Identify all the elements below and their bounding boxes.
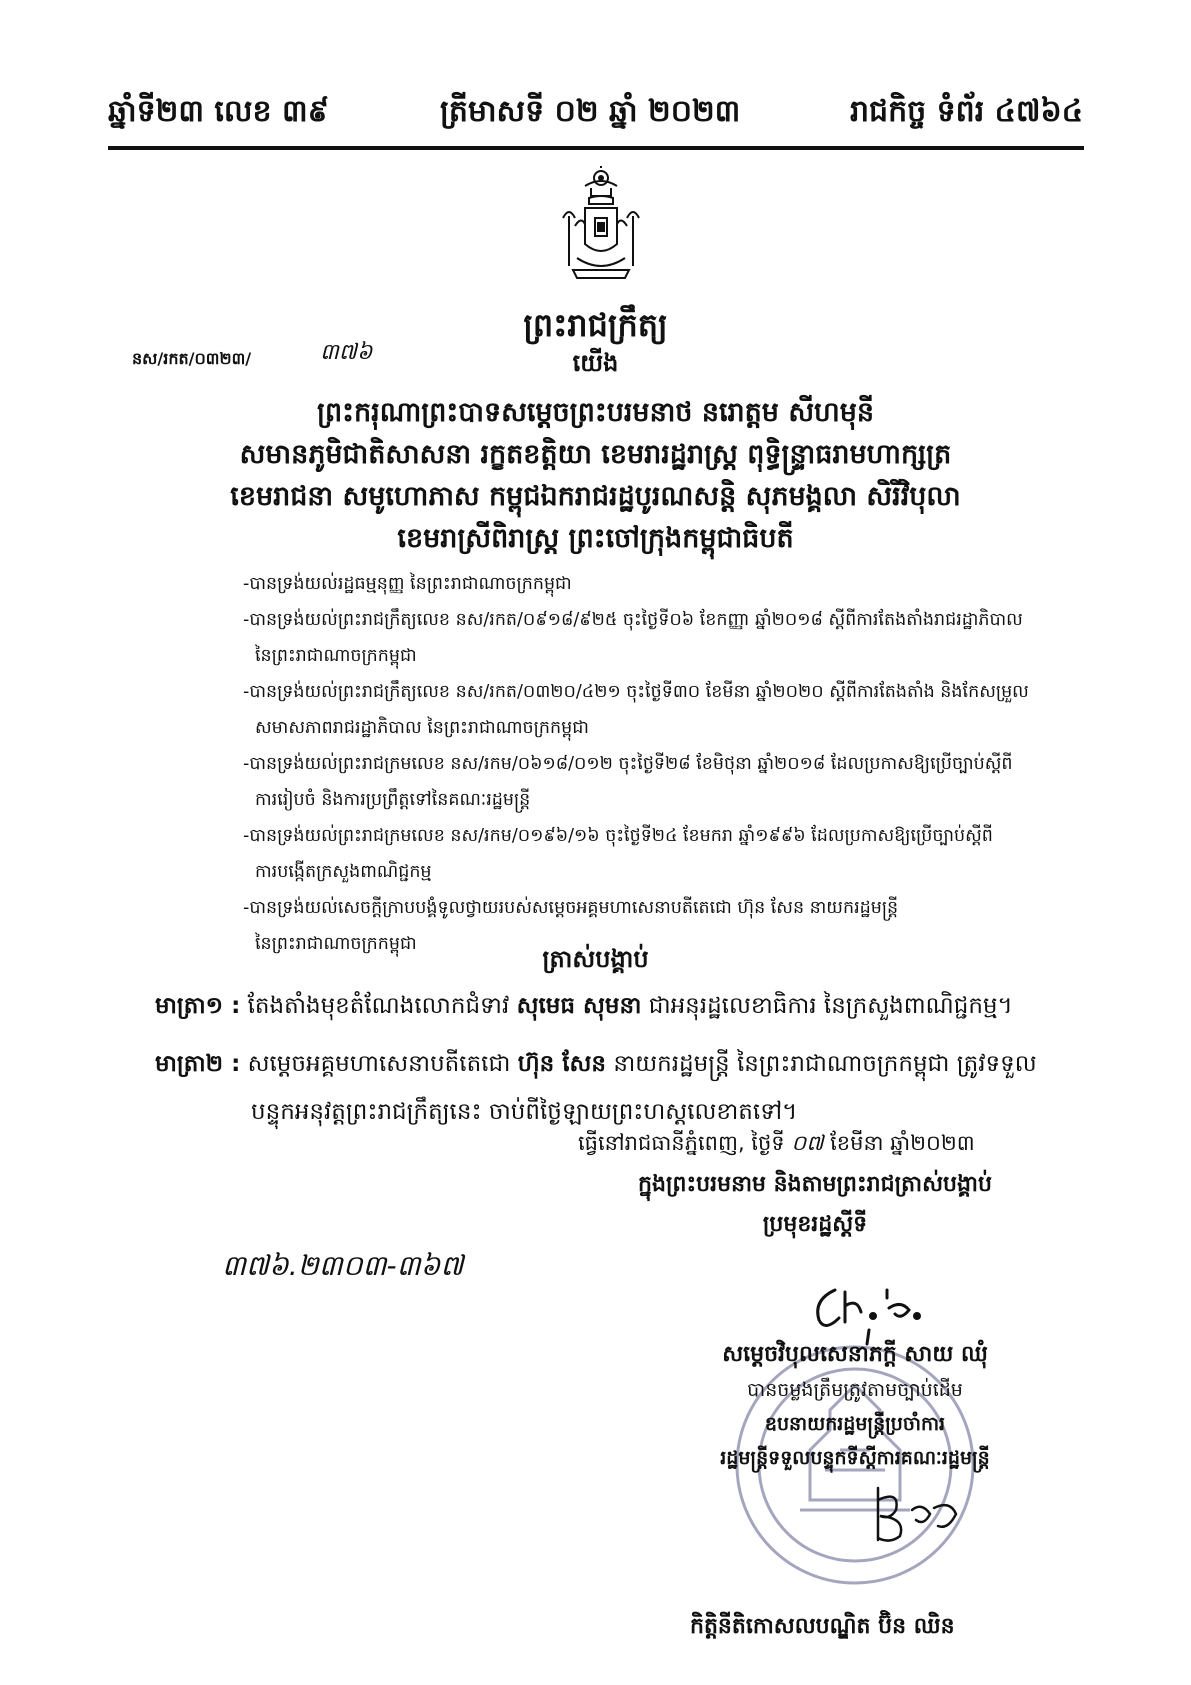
king-title-line-2: សមានភូមិជាតិសាសនា រក្ខតខត្តិយា ខេមរារដ្ឋរាស្ត្រ ពុទ្ធិន្ទ្រាធរាមហាក្សត្រ [239, 439, 952, 470]
reference-line: -បានទ្រង់យល់ព្រះរាជក្រមលេខ នស/រកម/០១៩៦/១៦ ចុះថ្ងៃទី២៤ ខែមករា ឆ្នាំ១៩៩៦ ដែលប្រកាសឱ្យប្រើច្បាប់ស្តីពី [243, 826, 993, 846]
appointee-name: សុមេធ សុមនា [516, 993, 642, 1019]
reference-line: -បានទ្រង់យល់រដ្ឋធម្មនុញ្ញ នៃព្រះរាជាណាចក្រកម្ពុជា [243, 574, 572, 594]
legal-references [243, 566, 1073, 962]
king-title-line-1: ព្រះករុណាព្រះបាទសម្តេចព្រះបរមនាថ នរោត្តម សីហមុនី [316, 397, 875, 428]
reference-item [243, 566, 1073, 602]
reference-line-continued: ការរៀបចំ និងការប្រព្រឹត្តទៅនៃគណៈរដ្ឋមន្ត្រី [255, 790, 531, 810]
place-date-suffix: ខែមីនា ឆ្នាំ២០២៣ [830, 1131, 975, 1155]
place-date-prefix: ធ្វើនៅរាជធានីភ្នំពេញ, ថ្ងៃទី [578, 1131, 785, 1155]
reference-number: នស/រកត/០៣២៣/ [132, 349, 252, 368]
article-2 [155, 1040, 1075, 1136]
reference-line: -បានទ្រង់យល់សេចក្តីក្រាបបង្គំទូលថ្វាយរបស់សម្តេចអគ្គមហាសេនាបតីតេជោ ហ៊ុន សែន នាយករដ្ឋមន្ត្រី [243, 898, 899, 918]
reference-line-continued: នៃព្រះរាជាណាចក្រកម្ពុជា [255, 646, 417, 666]
acting-head-block [650, 1340, 1060, 1474]
king-title-line-3: ខេមរាជនា សមូហោភាស កម្ពុជឯករាជរដ្ឋបូរណសន្តិ សុភមង្គលា សិរីវិបុលា [230, 481, 961, 512]
article-text: ជាអនុរដ្ឋលេខាធិការ នៃក្រសួងពាណិជ្ជកម្ម។ [648, 993, 1013, 1019]
king-title-line-4: ខេមរាស្រីពិរាស្ត្រ ព្រះចៅក្រុងកម្ពុជាធិបតី [397, 523, 794, 554]
article-text: សម្តេចអគ្គមហាសេនាបតីតេជោ [247, 1051, 511, 1077]
article-label: មាត្រា២ : [155, 1051, 241, 1077]
order-heading: ត្រាស់បង្គាប់ [542, 945, 649, 973]
reference-item [243, 674, 1073, 746]
royal-mandate-line: ក្នុងព្រះបរមនាម និងតាមព្រះរាជត្រាស់បង្គាប់ [638, 1172, 992, 1197]
royal-signature-block [575, 1170, 1055, 1242]
handwritten-note: ៣៧៦.២៣០៣-៣៦៧ [222, 1249, 464, 1282]
place-and-date [578, 1130, 975, 1161]
reference-line: -បានទ្រង់យល់ព្រះរាជក្រឹត្យលេខ នស/រកត/០៩១៨/៩២៥ ចុះថ្ងៃទី០៦ ខែកញ្ញា ឆ្នាំ២០១៨ ស្តីពីការតែងតាំងរាជរដ្ឋាភិបាល [243, 610, 1023, 630]
we-heading: យើង [572, 349, 619, 377]
royal-coat-of-arms-icon [555, 166, 647, 286]
reference-number-handwritten: ៣៧៦ [320, 340, 373, 365]
certified-copy-note: បានចម្លងត្រឹមត្រូវតាមច្បាប់ដើម [747, 1379, 963, 1401]
day-handwritten: ០៧ [791, 1131, 824, 1155]
article-text: នាយករដ្ឋមន្ត្រី នៃព្រះរាជាណាចក្រកម្ពុជា ត្រូវទទួល [613, 1051, 1037, 1077]
reference-line-continued: ការបង្កើតក្រសួងពាណិជ្ជកម្ម [255, 862, 432, 882]
gazette-quarter: ត្រីមាសទី ០២ ឆ្នាំ ២០២៣ [440, 94, 741, 129]
document-title: ព្រះរាជក្រឹត្យ [523, 306, 668, 344]
reference-line: -បានទ្រង់យល់ព្រះរាជក្រមលេខ នស/រកម/០៦១៨/០១២ ចុះថ្ងៃទី២៨ ខែមិថុនា ឆ្នាំ២០១៨ ដែលប្រកាសឱ្យប្រើច្បាប់ស្តីពី [243, 754, 1013, 774]
gazette-year-issue: ឆ្នាំទី២៣ លេខ ៣៩ [108, 94, 329, 129]
acting-head-title: ឧបនាយករដ្ឋមន្ត្រីប្រចាំការ [764, 1413, 946, 1435]
acting-head-of-state-label: ប្រមុខរដ្ឋស្តីទី [762, 1212, 868, 1237]
reference-line-continued: សមាសភាពរាជរដ្ឋាភិបាល នៃព្រះរាជាណាចក្រកម្ពុជា [255, 718, 589, 738]
countersign-name: កិត្តិនីតិកោសលបណ្ឌិត ប៊ិន ឈិន [690, 1614, 955, 1639]
reference-item [243, 818, 1073, 890]
reference-item [243, 746, 1073, 818]
prime-minister-name: ហ៊ុន សែន [517, 1051, 606, 1077]
acting-head-signature-icon [805, 1270, 945, 1350]
acting-head-name: សម្តេចវិបុលសេនាភក្តី សាយ ឈុំ [722, 1342, 988, 1367]
gazette-page: រាជកិច្ច ទំព័រ ៤៧៦៤ [850, 94, 1083, 129]
article-text: តែងតាំងមុខតំណែងលោកជំទាវ [247, 993, 510, 1019]
header-rule [108, 146, 1084, 150]
reference-line: -បានទ្រង់យល់ព្រះរាជក្រឹត្យលេខ នស/រកត/០៣២០/៤២១ ចុះថ្ងៃទី៣០ ខែមីនា ឆ្នាំ២០២០ ស្តីពីការតែងតាំង និងកែសម្រួល [243, 682, 1029, 702]
minister-signature-icon [860, 1480, 970, 1555]
reference-line-continued: នៃព្រះរាជាណាចក្រកម្ពុជា [255, 934, 417, 954]
reference-item [243, 602, 1073, 674]
article-label: មាត្រា១ : [155, 993, 241, 1019]
article-1 [155, 992, 1075, 1025]
acting-head-title: រដ្ឋមន្ត្រីទទួលបន្ទុកទីស្តីការគណៈរដ្ឋមន្ត្រី [720, 1447, 990, 1469]
article-text-continued: បន្ទុកអនុវត្តព្រះរាជក្រឹត្យនេះ ចាប់ពីថ្ងៃឡាយព្រះហស្តលេខាតទៅ។ [251, 1099, 798, 1125]
